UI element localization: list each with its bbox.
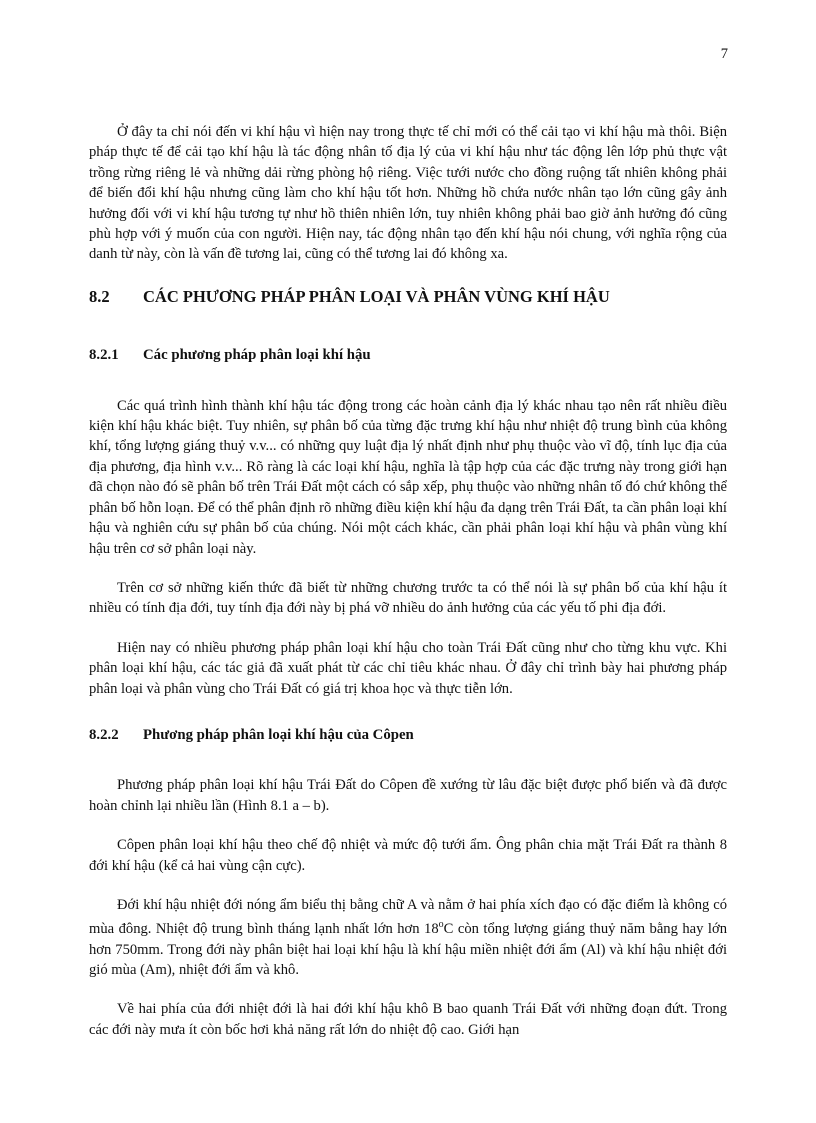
paragraph-copen-zones: Côpen phân loại khí hậu theo chế độ nhiệt và mức độ tưới ẩm. Ông phân chia mặt Trái Đất ra thành 8 đới khí hậu (kể cả hai vùng cận cực).: [89, 837, 727, 874]
section-number: 8.2: [89, 286, 110, 306]
paragraph-copen-intro: Phương pháp phân loại khí hậu Trái Đất do Côpen đề xướng từ lâu đặc biệt được phổ biến và đã được hoàn chỉnh lại nhiều lần (Hình 8.1 a – b).: [89, 777, 727, 814]
paragraph-climate-formation: Các quá trình hình thành khí hậu tác động trong các hoàn cảnh địa lý khác nhau tạo nên rất nhiều điều kiện khí hậu khác biệt. Tuy nhiên, sự phân bố của từng đặc trưng khí hậu như nhiệt độ trung bình của không khí, tổng lượng giáng thuỷ v.v... có những quy luật địa lý nhất định như phụ thuộc vào vĩ độ, tính lục địa của địa phương, địa hình v.v... Rõ ràng là các loại khí hậu, nghĩa là tập hợp của các đặc trưng này trong giới hạn đã chọn nào đó sẽ phân bố trên Trái Đất một cách có sắp xếp, phụ thuộc vào những nhân tố đó chứ không thể phân bố hỗn loạn. Để có thể phân định rõ những điều kiện khí hậu đa dạng trên Trái Đất, ta cần phân loại khí hậu và nghiên cứu sự phân bố của chúng. Nói một cách khác, cần phải phân loại khí hậu và phân vùng khí hậu trên cơ sở phân loại này.: [89, 397, 727, 557]
page-number: 7: [720, 46, 728, 62]
text-run: C còn tổng lượng giáng thuỷ năm bằng hay lớn hơn 750mm. Trong đới này phân biệt hai loại khí hậu là khí hậu miền nhiệt đới ẩm (Al) và khí hậu nhiệt đới gió mùa (Am), nhiệt đới ẩm và khô.: [89, 921, 727, 979]
paragraph-zone-b: Về hai phía của đới nhiệt đới là hai đới khí hậu khô B bao quanh Trái Đất với những đoạn đứt. Trong các đới này mưa ít còn bốc hơi khả năng rất lớn do nhiệt độ cao. Giới hạn: [89, 1001, 727, 1038]
subsection-title: Các phương pháp phân loại khí hậu: [143, 347, 371, 364]
subsection-number: 8.2.1: [89, 347, 119, 364]
subsection-heading-8-2-2: [89, 725, 727, 745]
text-run: Đới khí hậu nhiệt đới nóng ẩm biểu thị bằng chữ A và nằm ở hai phía xích đạo có đặc điểm là không có mùa đông. Nhiệt độ trung bình tháng lạnh nhất lớn hơn 18: [89, 896, 727, 938]
subsection-title: Phương pháp phân loại khí hậu của Côpen: [143, 726, 414, 743]
page-content: [89, 122, 727, 1059]
degree-superscript: o: [438, 919, 444, 931]
paragraph-microclimate: Ở đây ta chỉ nói đến vi khí hậu vì hiện nay trong thực tế chỉ mới có thể cải tạo vi khí hậu mà thôi. Biện pháp thực tế để cải tạo khí hậu là tác động nhân tố địa lý của vi khí hậu như tác động lên lớp phủ thực vật trồng rừng riêng lẻ và những dải rừng phòng hộ riêng. Việc tưới nước cho đồng ruộng tất nhiên không phải để biến đổi khí hậu nhưng cũng làm cho khí hậu tốt hơn. Những hồ chứa nước nhân tạo lớn cũng gây ảnh hưởng đối với vi khí hậu tương tự như hồ thiên nhiên lớn, tuy nhiên không phải bao giờ ảnh hưởng đó cũng phù hợp với ý muốn của con người. Hiện nay, tác động nhân tạo đến khí hậu nói chung, với nghĩa rộng của danh từ này, còn là vấn đề tương lai, cũng có thể tương lai đó không xa.: [89, 124, 727, 263]
subsection-number: 8.2.2: [89, 726, 119, 743]
paragraph-zone-a: [89, 895, 727, 980]
paragraph-classification-methods: Hiện nay có nhiều phương pháp phân loại khí hậu cho toàn Trái Đất cũng như cho từng khu vực. Khi phân loại khí hậu, các tác giả đã xuất phát từ các chỉ tiêu khác nhau. Ở đây chỉ trình bày hai phương pháp phân loại và phân vùng cho Trái Đất có giá trị khoa học và thực tiễn lớn.: [89, 639, 727, 697]
section-heading-8-2: [89, 287, 727, 307]
paragraph-zonality: Trên cơ sở những kiến thức đã biết từ những chương trước ta có thể nói là sự phân bố của khí hậu ít nhiều có tính địa đới, tuy tính địa đới này bị phá vỡ nhiều do ảnh hưởng của các yếu tố phi địa đới.: [89, 579, 727, 617]
section-title: CÁC PHƯƠNG PHÁP PHÂN LOẠI VÀ PHÂN VÙNG KHÍ HẬU: [143, 286, 610, 306]
subsection-heading-8-2-1: [89, 345, 727, 365]
